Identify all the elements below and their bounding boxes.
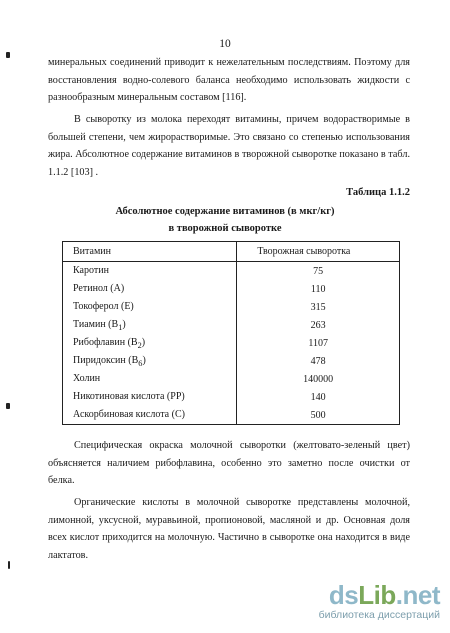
vitamin-name-cell: Каротин [63, 262, 237, 281]
vitamin-value-cell: 140000 [237, 370, 400, 388]
table-row [63, 352, 400, 370]
vitamin-value-cell: 500 [237, 406, 400, 425]
table-row [63, 280, 400, 298]
table-row [63, 316, 400, 334]
vitamin-value-cell: 263 [237, 316, 400, 334]
table-row [63, 298, 400, 316]
vitamin-value-cell: 478 [237, 352, 400, 370]
page-number: 10 [219, 38, 231, 50]
column-header: Витамин [63, 242, 237, 262]
table-row [63, 388, 400, 406]
table-header-row [63, 242, 400, 262]
column-header: Творожная сыворотка [237, 242, 400, 262]
vitamin-name-cell: Рибофлавин $(В_2)$ [63, 334, 237, 352]
dslib-logo: dsLib.net [328, 580, 440, 610]
table-row [63, 334, 400, 352]
paragraph: минеральных соединений приводит к нежелательным последствиям. Поэтому для восстановления водно-солевого баланса необходимо использовать жидкости с разнообразным минеральным составом [116]. [48, 57, 410, 103]
table-row [63, 406, 400, 425]
vitamin-name-cell: Тиамин $(В_1)$ [63, 316, 237, 334]
margin-mark [8, 561, 10, 569]
table-body [63, 262, 400, 425]
vitamin-value-cell: 315 [237, 298, 400, 316]
margin-mark [6, 403, 10, 409]
vitamin-value-cell: 140 [237, 388, 400, 406]
vitamin-name-cell: Холин [63, 370, 237, 388]
vitamin-name-cell: Токоферол (Е) [63, 298, 237, 316]
vitamin-value-cell: 110 [237, 280, 400, 298]
vitamin-name-cell: Пиридоксин $(В_6)$ [63, 352, 237, 370]
paragraph: Органические кислоты в молочной сыворотке представлены молочной, лимонной, уксусной, муравьиной, пропионовой, масляной и др. Основная доля всех кислот приходится на молочную. Частично в сыворотке она находится в виде лактатов. [48, 497, 410, 561]
table-row [63, 370, 400, 388]
margin-mark [6, 52, 10, 58]
vitamin-value-cell: 75 [237, 262, 400, 281]
table-label: Таблица 1.1.2 [346, 187, 410, 198]
paragraph: Специфическая окраска молочной сыворотки (желтовато-зеленый цвет) объясняется наличием рибофлавина, особенно это заметно после очистки от белка. [48, 440, 410, 486]
vitamin-table [62, 241, 400, 425]
table-row [63, 262, 400, 281]
dslib-watermark [319, 582, 440, 621]
paragraph: В сыворотку из молока переходят витамины, причем водорастворимые в большей степени, чем жирорастворимые. Это связано со степенью использования жира. Абсолютное содержание витаминов в творожной сыворотке показано в табл. 1.1.2 [103] . [48, 114, 410, 178]
dslib-subtitle: библиотека диссертаций [318, 609, 440, 621]
vitamin-name-cell: Аскорбиновая кислота (С) [63, 406, 237, 425]
table-subtitle: в творожной сыворотке [168, 223, 282, 234]
table-title: Абсолютное содержание витаминов (в мкг/кг) [115, 206, 335, 217]
vitamin-value-cell: 1107 [237, 334, 400, 352]
vitamin-name-cell: Ретинол (А) [63, 280, 237, 298]
vitamin-name-cell: Никотиновая кислота (РР) [63, 388, 237, 406]
